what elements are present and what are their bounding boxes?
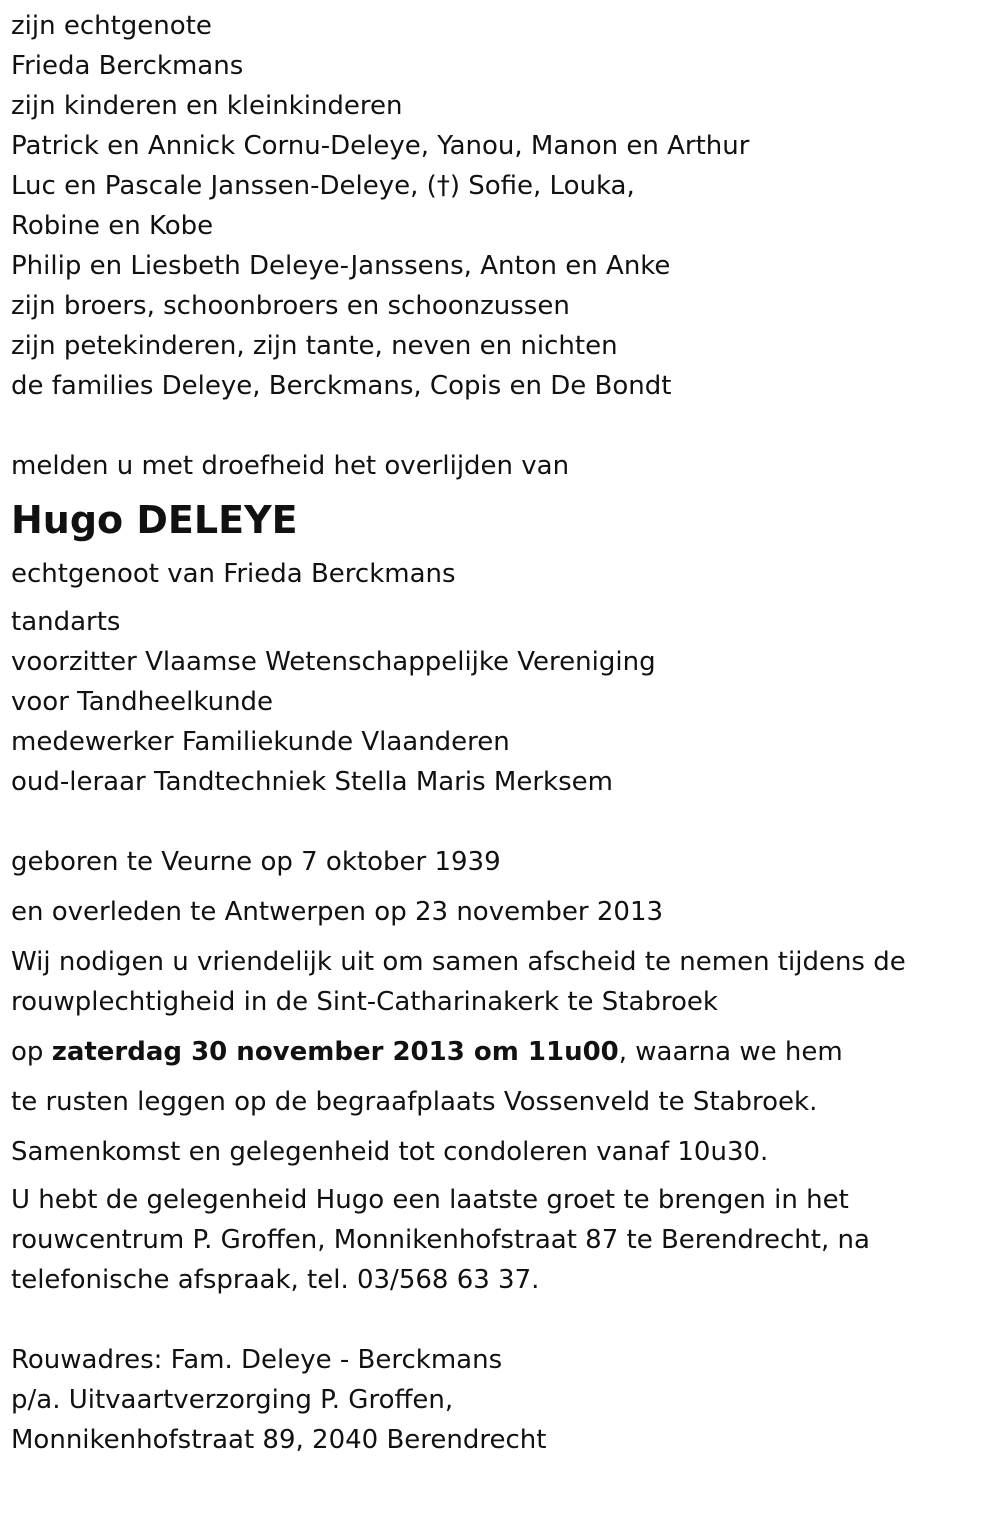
obituary-document [11, 6, 980, 1460]
ceremony-prefix: op [11, 1037, 52, 1067]
ceremony-date: zaterdag 30 november 2013 om 11u00 [51, 1037, 619, 1067]
spouse-line: echtgenoot van Frieda Berckmans [11, 559, 456, 589]
ceremony-line [11, 1032, 980, 1072]
ceremony-suffix: , waarna we hem [618, 1037, 843, 1067]
role-line: oud-leraar Tandtechniek Stella Maris Merksem [11, 767, 613, 797]
family-line: zijn broers, schoonbroers en schoonzussen [11, 291, 570, 321]
role-line: tandarts [11, 607, 121, 637]
gathering-line: Samenkomst en gelegenheid tot condoleren vanaf 10u30. [11, 1137, 769, 1167]
address-line: p/a. Uitvaartverzorging P. Groffen, [11, 1385, 454, 1415]
born-line: geboren te Veurne op 7 oktober 1939 [11, 847, 501, 877]
role-line: medewerker Familiekunde Vlaanderen [11, 727, 510, 757]
family-line: de families Deleye, Berckmans, Copis en De Bondt [11, 371, 672, 401]
family-line: zijn kinderen en kleinkinderen [11, 91, 403, 121]
family-line: Luc en Pascale Janssen-Deleye, (†) Sofie, Louka, [11, 171, 635, 201]
died-line: en overleden te Antwerpen op 23 november 2013 [11, 897, 664, 927]
family-line: Frieda Berckmans [11, 51, 244, 81]
family-list [11, 6, 980, 406]
address-line: Monnikenhofstraat 89, 2040 Berendrecht [11, 1425, 547, 1455]
family-line: Patrick en Annick Cornu-Deleye, Yanou, Manon en Arthur [11, 131, 750, 161]
roles-list [11, 602, 980, 802]
address-block [11, 1340, 980, 1460]
deceased-name: Hugo DELEYE [11, 498, 298, 542]
announcement-text: melden u met droefheid het overlijden van [11, 451, 570, 481]
role-line: voor Tandheelkunde [11, 687, 274, 717]
burial-line: te rusten leggen op de begraafplaats Vossenveld te Stabroek. [11, 1087, 818, 1117]
invitation-text: Wij nodigen u vriendelijk uit om samen afscheid te nemen tijdens de rouwplechtigheid in de Sint-Catharinakerk te Stabroek [11, 947, 906, 1017]
address-line: Rouwadres: Fam. Deleye - Berckmans [11, 1345, 503, 1375]
farewell-text: U hebt de gelegenheid Hugo een laatste groet te brengen in het rouwcentrum P. Groffen, Monnikenhofstraat 87 te Berendrecht, na telefonische afspraak, tel. 03/568 63 37. [11, 1185, 870, 1295]
role-line: voorzitter Vlaamse Wetenschappelijke Vereniging [11, 647, 656, 677]
family-line: Philip en Liesbeth Deleye-Janssens, Anton en Anke [11, 251, 671, 281]
family-line: Robine en Kobe [11, 211, 214, 241]
family-line: zijn petekinderen, zijn tante, neven en nichten [11, 331, 618, 361]
family-line: zijn echtgenote [11, 11, 212, 41]
